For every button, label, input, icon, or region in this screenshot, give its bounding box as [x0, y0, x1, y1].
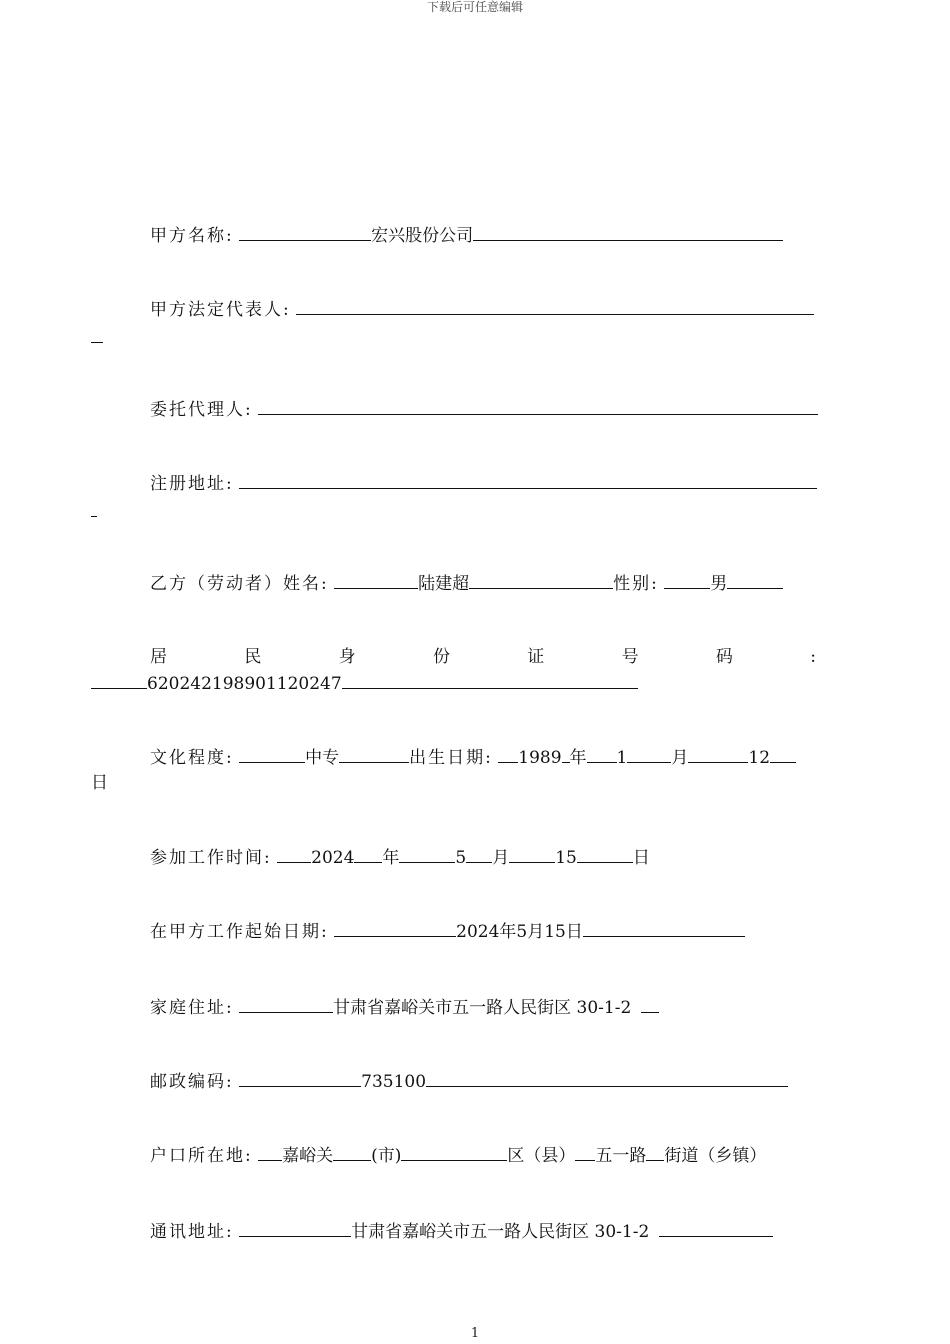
education-birth-row [150, 746, 796, 769]
company-start-value[interactable]: 2024年5月15日 [456, 922, 583, 942]
blank-line[interactable] [646, 1144, 664, 1161]
blank-line[interactable] [91, 500, 97, 517]
birth-day-unit-row [91, 772, 108, 794]
registered-address-field[interactable] [239, 472, 817, 489]
birth-month-value[interactable]: 1 [616, 748, 628, 768]
party-a-address-row [150, 472, 817, 495]
blank-line[interactable] [583, 920, 745, 937]
blank-line[interactable] [641, 996, 659, 1013]
gender-value[interactable]: 男 [710, 574, 728, 594]
blank-line[interactable] [91, 326, 103, 343]
blank-line[interactable] [342, 672, 638, 689]
blank-line[interactable] [469, 572, 613, 589]
work-year-value[interactable]: 2024 [311, 848, 355, 868]
blank-line[interactable] [627, 746, 671, 763]
mail-address-value[interactable]: 甘肃省嘉峪关市五一路人民街区 30-1-2 [351, 1222, 650, 1242]
home-address-row [150, 996, 659, 1019]
company-start-label: 在甲方工作起始日期: [150, 922, 329, 942]
blank-line[interactable] [770, 746, 796, 763]
party-a-name-label: 甲方名称: [150, 226, 234, 246]
mail-address-row [150, 1220, 773, 1243]
blank-line[interactable] [664, 572, 710, 589]
blank-line[interactable] [277, 846, 311, 863]
header-note: 下载后可任意编辑 [426, 0, 523, 14]
blank-line[interactable] [466, 846, 492, 863]
party-a-name-row [150, 224, 783, 247]
blank-line[interactable] [426, 1070, 788, 1087]
blank-line[interactable] [339, 746, 409, 763]
party-a-legal-rep-label: 甲方法定代表人: [150, 300, 291, 320]
party-b-name-label: 乙方（劳动者）姓名: [150, 574, 329, 594]
birth-day-value[interactable]: 12 [748, 748, 771, 768]
legal-rep-field[interactable] [296, 298, 814, 315]
blank-line[interactable] [258, 1144, 282, 1161]
party-a-address-label: 注册地址: [150, 474, 234, 494]
unit-year: 年 [382, 848, 400, 868]
hukou-city-unit: (市) [371, 1146, 402, 1166]
work-day-value[interactable]: 15 [555, 848, 577, 868]
blank-line[interactable] [91, 672, 147, 689]
company-start-row [150, 920, 745, 943]
unit-month: 月 [492, 848, 510, 868]
party-a-agent-label: 委托代理人: [150, 400, 253, 420]
hukou-district-unit: 区（县） [507, 1146, 576, 1166]
mail-address-label: 通讯地址: [150, 1222, 234, 1242]
home-address-value[interactable]: 甘肃省嘉峪关市五一路人民街区 30-1-2 [333, 998, 632, 1018]
legal-rep-continuation [91, 326, 103, 349]
id-label-char: 证 [527, 647, 545, 667]
education-value[interactable]: 中专 [305, 748, 340, 768]
blank-line[interactable] [659, 1220, 773, 1237]
work-start-label: 参加工作时间: [150, 848, 272, 868]
blank-line[interactable] [562, 746, 570, 763]
birth-date-label: 出生日期: [409, 748, 493, 768]
address-continuation [91, 500, 97, 523]
unit-year: 年 [569, 748, 587, 768]
home-address-label: 家庭住址: [150, 998, 234, 1018]
postcode-value[interactable]: 735100 [361, 1072, 427, 1092]
unit-month: 月 [671, 748, 689, 768]
blank-line[interactable] [473, 224, 783, 241]
postcode-label: 邮政编码: [150, 1072, 234, 1092]
party-b-name-row [150, 572, 783, 595]
hukou-city-value[interactable]: 嘉峪关 [282, 1146, 334, 1166]
work-start-row [150, 846, 650, 869]
hukou-row [150, 1144, 766, 1167]
id-label-char: 份 [432, 647, 450, 667]
party-a-agent-row [150, 398, 818, 421]
blank-line[interactable] [239, 224, 371, 241]
id-label-char: 居 [150, 647, 167, 667]
blank-line[interactable] [688, 746, 748, 763]
hukou-street-unit: 街道（乡镇） [664, 1146, 767, 1166]
party-a-legal-rep-row [150, 298, 814, 321]
blank-line[interactable] [498, 746, 518, 763]
hukou-label: 户口所在地: [150, 1146, 253, 1166]
blank-line[interactable] [727, 572, 783, 589]
blank-line[interactable] [575, 1144, 595, 1161]
blank-line[interactable] [509, 846, 555, 863]
blank-line[interactable] [399, 846, 455, 863]
postcode-row [150, 1070, 788, 1093]
blank-line[interactable] [239, 746, 305, 763]
id-number-value[interactable]: 620242198901120247 [147, 674, 342, 694]
hukou-street-value[interactable]: 五一路 [595, 1146, 647, 1166]
party-a-name-value[interactable]: 宏兴股份公司 [371, 226, 474, 246]
id-number-label-row [150, 646, 816, 668]
blank-line[interactable] [239, 1220, 351, 1237]
id-label-char: : [810, 647, 816, 667]
birth-year-value[interactable]: 1989 [518, 748, 562, 768]
work-month-value[interactable]: 5 [455, 848, 467, 868]
blank-line[interactable] [334, 572, 418, 589]
page-number: 1 [470, 1326, 480, 1341]
blank-line[interactable] [333, 1144, 371, 1161]
id-label-char: 民 [244, 647, 262, 667]
blank-line[interactable] [239, 1070, 361, 1087]
id-label-char: 身 [338, 647, 356, 667]
blank-line[interactable] [401, 1144, 507, 1161]
blank-line[interactable] [334, 920, 456, 937]
blank-line[interactable] [587, 746, 617, 763]
id-label-char: 号 [621, 647, 639, 667]
education-label: 文化程度: [150, 748, 234, 768]
blank-line[interactable] [354, 846, 382, 863]
unit-day: 日 [632, 848, 650, 868]
id-number-value-row [91, 672, 638, 695]
unit-day: 日 [91, 773, 108, 793]
gender-label: 性别: [613, 574, 659, 594]
blank-line[interactable] [577, 846, 633, 863]
agent-field[interactable] [258, 398, 818, 415]
blank-line[interactable] [239, 996, 333, 1013]
party-b-name-value[interactable]: 陆建超 [418, 574, 470, 594]
id-label-char: 码 [715, 647, 733, 667]
